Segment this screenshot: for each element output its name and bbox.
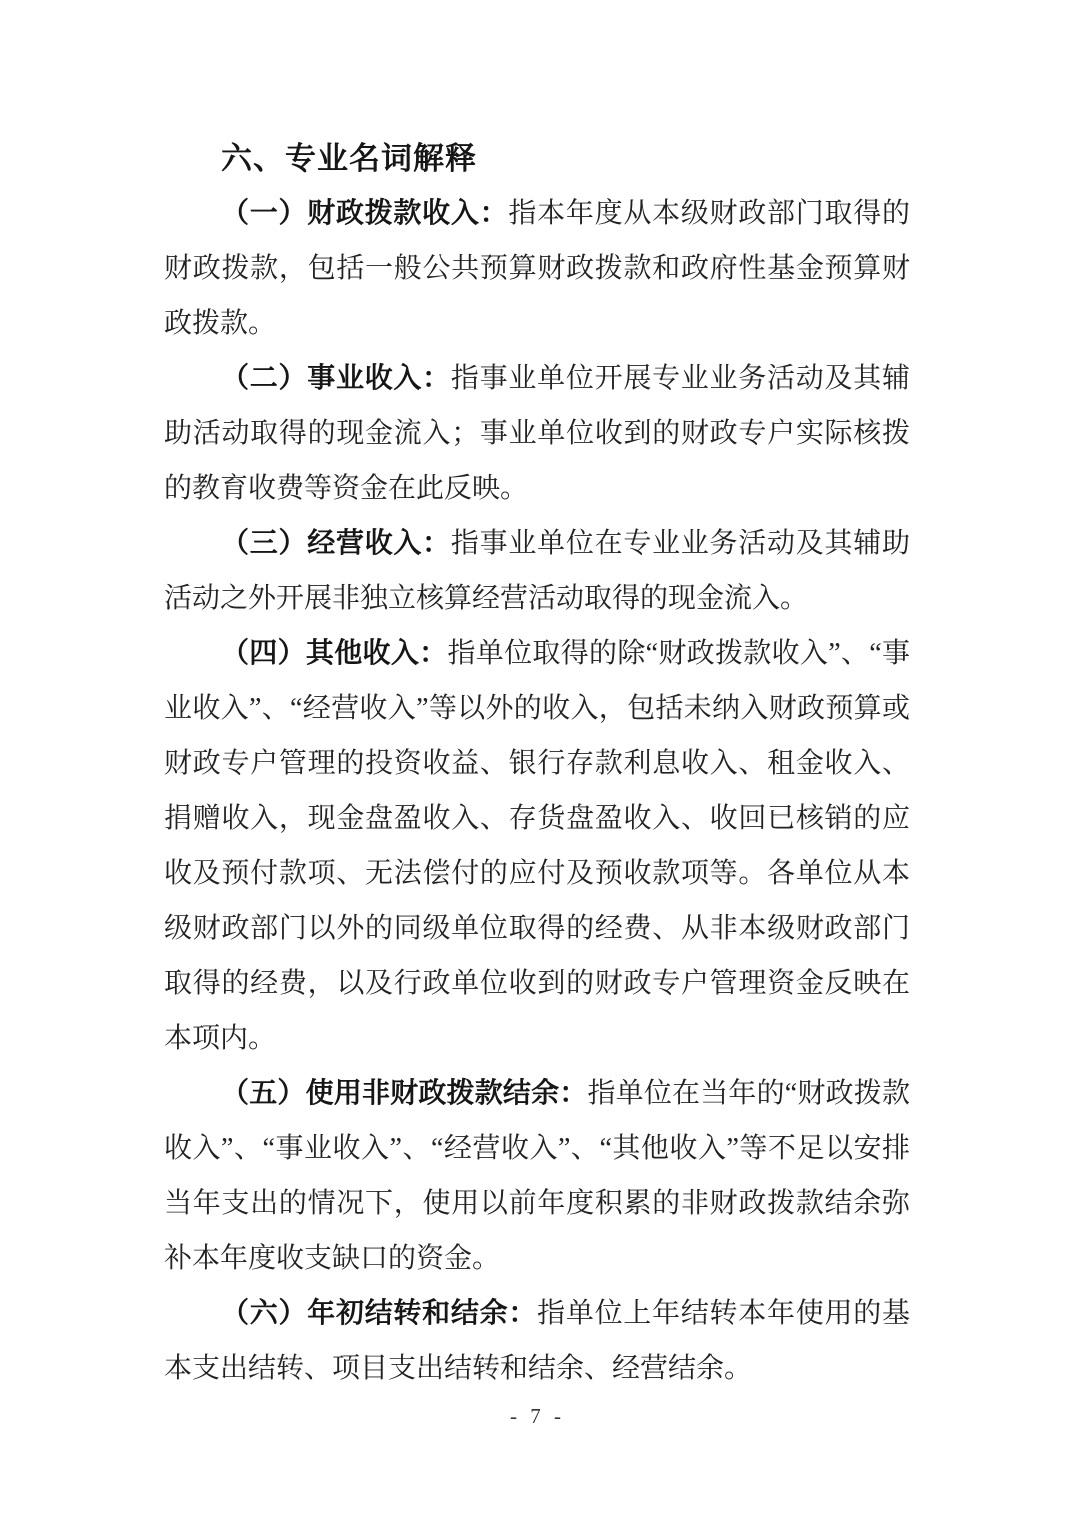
paragraph-carryover-balance [164, 1286, 910, 1396]
paragraph-lead: （二）事业收入： [221, 363, 451, 394]
paragraph-lead: （五）使用非财政拨款结余： [221, 1078, 588, 1109]
paragraph-body: 指事业单位在专业业务活动及其辅助活动之外开展非独立核算经营活动取得的现金流入。 [164, 528, 910, 614]
paragraph-lead: （六）年初结转和结余： [221, 1298, 538, 1329]
page-number: - 7 - [510, 1404, 565, 1428]
paragraph-non-fiscal-surplus [164, 1066, 910, 1286]
section-heading: 六、专业名词解释 [221, 141, 477, 176]
paragraph-body: 指单位在当年的“财政拨款收入”、“事业收入”、“经营收入”、“其他收入”等不足以安排当年支出的情况下，使用以前年度积累的非财政拨款结余弥补本年度收支缺口的资金。 [164, 1078, 910, 1274]
document-body [164, 131, 910, 1396]
paragraph-body: 指单位上年结转本年使用的基本支出结转、项目支出结转和结余、经营结余。 [164, 1298, 910, 1384]
paragraph-lead: （一）财政拨款收入： [221, 198, 509, 229]
paragraph-operating-income-public [164, 351, 910, 516]
paragraph-business-income [164, 516, 910, 626]
paragraph-lead: （四）其他收入： [221, 638, 448, 669]
paragraph-other-income [164, 626, 910, 1066]
paragraph-body: 指本年度从本级财政部门取得的财政拨款，包括一般公共预算财政拨款和政府性基金预算财政拨款。 [164, 198, 910, 339]
paragraph-body: 指事业单位开展专业业务活动及其辅助活动取得的现金流入；事业单位收到的财政专户实际核拨的教育收费等资金在此反映。 [164, 363, 910, 504]
paragraph-lead: （三）经营收入： [221, 528, 451, 559]
paragraph-fiscal-appropriation-income [164, 186, 910, 351]
paragraph-body: 指单位取得的除“财政拨款收入”、“事业收入”、“经营收入”等以外的收入，包括未纳入财政预算或财政专户管理的投资收益、银行存款利息收入、租金收入、捐赠收入，现金盘盈收入、存货盘盈收入、收回已核销的应收及预付款项、无法偿付的应付及预收款项等。各单位从本级财政部门以外的同级单位取得的经费、从非本级财政部门取得的经费，以及行政单位收到的财政专户管理资金反映在本项内。 [164, 638, 910, 1054]
